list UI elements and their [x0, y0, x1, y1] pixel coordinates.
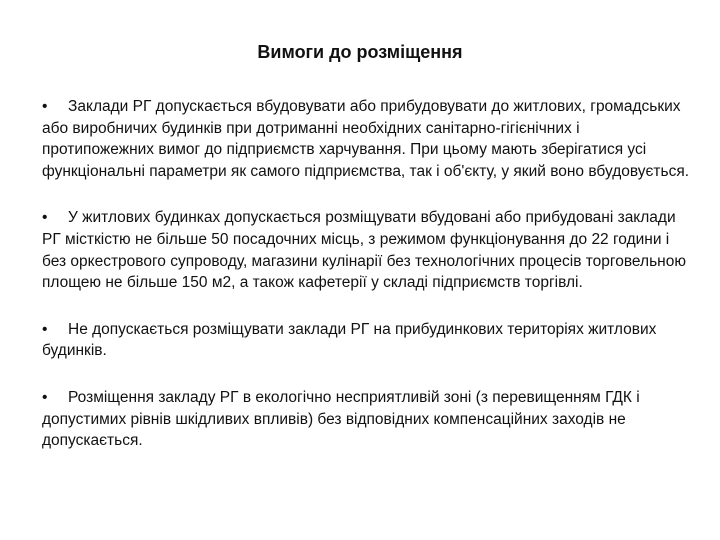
requirements-list	[42, 96, 692, 477]
list-item-text: Заклади РГ допускається вбудовувати або прибудовувати до житлових, громадських або виробничих будинків при дотриманні необхідних санітарно-гігієнічних і протипожежних вимог до підприємств харчування. При цьому мають зберігатися усі функціональні параметри як самого підприємства, так і об'єкту, у який воно вбудовується.	[42, 98, 690, 180]
list-item	[42, 96, 692, 182]
list-item-text: Не допускається розміщувати заклади РГ на прибудинкових територіях житлових будинків.	[42, 320, 657, 360]
bullet-marker: •	[42, 388, 48, 406]
list-item	[42, 319, 692, 362]
list-item-text: Розміщення закладу РГ в екологічно несприятливій зоні (з перевищенням ГДК і допустимих рівнів шкідливих впливів) без відповідних компенсаційних заходів не допускається.	[42, 388, 640, 450]
page-title: Вимоги до розміщення	[257, 42, 463, 62]
list-item-text: У житлових будинках допускається розміщувати вбудовані або прибудовані заклади РГ місткістю не більше 50 посадочних місць, з режимом функціонування до 22 години і без оркестрового супроводу, магазини кулінарії без технологічних процесів торговельною площею не більше 150 м2, а також кафетерії у складі підприємств торгівлі.	[42, 209, 686, 292]
list-item	[42, 387, 692, 452]
bullet-marker: •	[42, 320, 48, 338]
bullet-marker: •	[42, 98, 48, 115]
bullet-marker: •	[42, 209, 48, 227]
list-item	[42, 207, 692, 293]
